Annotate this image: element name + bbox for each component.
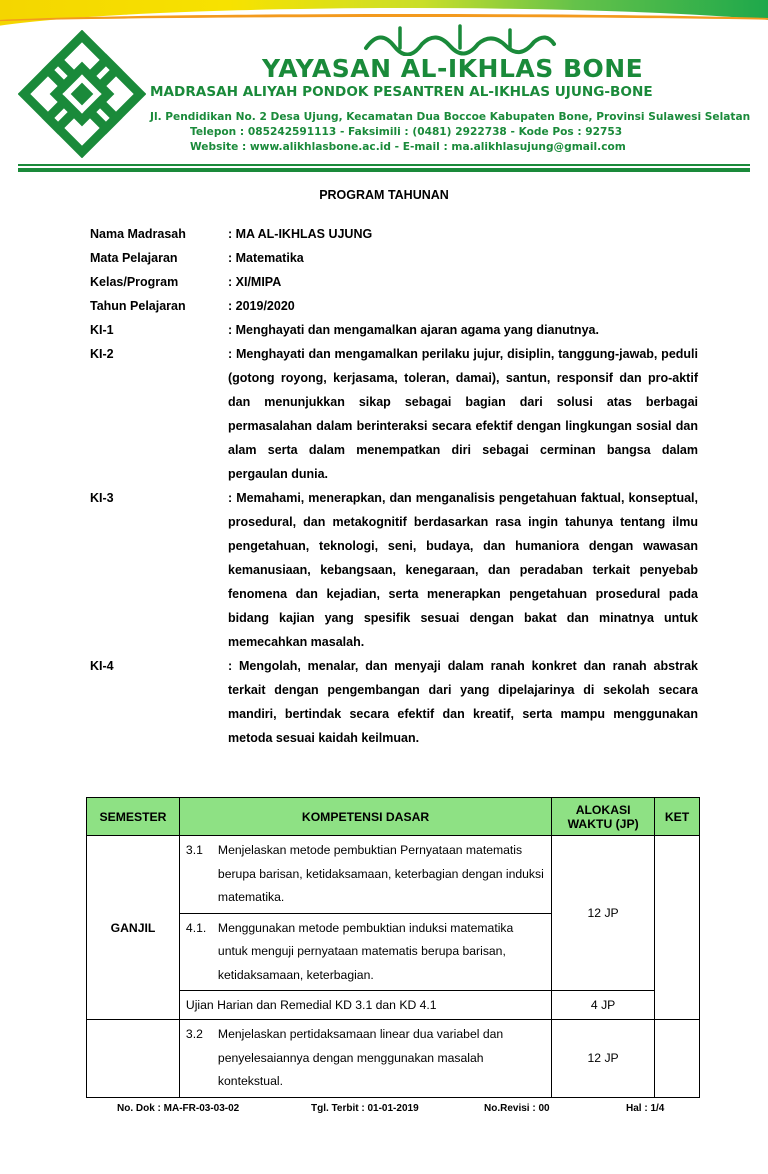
info-row [90, 270, 698, 294]
foundation-logo-icon [18, 30, 146, 158]
school-web: Website : www.alikhlasbone.ac.id - E-mail : ma.alikhlasujung@gmail.com [190, 141, 626, 153]
info-value: : MA AL-IKHLAS UJUNG [228, 227, 373, 241]
footer-page: Hal : 1/4 [626, 1103, 665, 1114]
info-label: Kelas/Program [90, 275, 179, 289]
kd-number: 3.1 [185, 843, 203, 857]
ket-cell [655, 1020, 700, 1098]
school-phone: Telepon : 085242591113 - Faksimili : (0481) 2922738 - Kode Pos : 92753 [190, 126, 623, 138]
table-row [87, 1020, 700, 1098]
table-header-row [87, 798, 700, 836]
letterhead [0, 0, 768, 180]
kd-text: Menjelaskan pertidaksamaan linear dua variabel dan penyelesaiannya dengan menggunakan masalah kontekstual. [217, 1027, 504, 1088]
jp-cell: 12 JP [552, 836, 655, 991]
info-value: : XI/MIPA [228, 275, 282, 289]
identity-section [90, 222, 698, 750]
ki-text: : Menghayati dan mengamalkan perilaku jujur, disiplin, tanggung-jawab, peduli (gotong royong, kerjasama, toleran, damai), santun, responsif dan pro-aktif dan menunjukkan sikap sebagai bagian dari solusi atas berbagai permasalahan dalam berinteraksi secara efektif dengan lingkungan sosial dan alam serta dalam menempatkan diri sebagai cerminan bangsa dalam pergaulan dunia. [228, 347, 698, 481]
ki-label: KI-2 [90, 347, 114, 361]
jp-cell: 4 JP [552, 991, 655, 1020]
school-address: Jl. Pendidikan No. 2 Desa Ujung, Kecamatan Dua Boccoe Kabupaten Bone, Provinsi Sulawesi Selatan [150, 111, 751, 123]
kd-number: 3.2 [185, 1027, 203, 1041]
kd-cell [179, 1020, 551, 1098]
footer-revision: No.Revisi : 00 [484, 1103, 550, 1114]
kd-text: Menggunakan metode pembuktian induksi matematika untuk menguji pernyataan matematis berupa barisan, ketidaksamaan, keterbagian. [217, 920, 514, 982]
kd-number: 4.1. [185, 920, 207, 935]
ki-label: KI-3 [90, 491, 114, 505]
info-label: Tahun Pelajaran [90, 299, 186, 313]
ki-text: : Mengolah, menalar, dan menyaji dalam ranah konkret dan ranah abstrak terkait dengan pengembangan dari yang dipelajarinya di sekolah secara mandiri, bertindak secara efektif dan kreatif, serta mampu menggunakan metoda sesuai kaidah keilmuan. [228, 659, 698, 745]
footer-doc-number: No. Dok : MA-FR-03-03-02 [117, 1103, 240, 1114]
ki-row [90, 654, 698, 750]
header-kd: KOMPETENSI DASAR [179, 798, 551, 836]
header-ket: KET [655, 798, 700, 836]
ki-text: : Memahami, menerapkan, dan menganalisis pengetahuan faktual, konseptual, prosedural, dan metakognitif berdasarkan rasa ingin tahunya tentang ilmu pengetahuan, teknologi, seni, budaya, dan humaniora dengan wawasan kemanusiaan, kebangsaan, kenegaraan, dan peradaban terkait penyebab fenomena dan kejadian, serta menerapkan pengetahuan prosedural pada bidang kajian yang spesifik sesuai dengan bakat dan minatnya untuk memecahkan masalah. [228, 491, 698, 649]
semester-cell-continued [87, 1020, 180, 1098]
kd-cell [179, 836, 551, 914]
ket-cell [655, 836, 700, 1020]
info-label: Mata Pelajaran [90, 251, 178, 265]
ki-label: KI-4 [90, 659, 114, 673]
ki-label: KI-1 [90, 323, 114, 337]
header-semester: SEMESTER [87, 798, 180, 836]
table-row [87, 991, 700, 1020]
ki-row [90, 486, 698, 654]
info-row [90, 222, 698, 246]
semester-cell: GANJIL [87, 836, 180, 1020]
kd-cell [179, 913, 551, 991]
ki-row [90, 342, 698, 486]
arabic-calligraphy-icon [360, 22, 560, 56]
document-title: PROGRAM TAHUNAN [319, 188, 449, 202]
info-value: : Matematika [228, 251, 304, 265]
header-divider-thick [18, 168, 750, 172]
foundation-name: YAYASAN AL-IKHLAS BONE [262, 54, 644, 83]
footer-publish-date: Tgl. Terbit : 01-01-2019 [311, 1103, 419, 1114]
info-value: : 2019/2020 [228, 299, 295, 313]
header-alokasi: ALOKASI WAKTU (JP) [552, 798, 655, 836]
ki-text: : Menghayati dan mengamalkan ajaran agama yang dianutnya. [228, 323, 599, 337]
info-label: Nama Madrasah [90, 227, 186, 241]
info-row [90, 246, 698, 270]
ki-row [90, 318, 698, 342]
table-row [87, 836, 700, 914]
header-divider-thin [18, 164, 750, 166]
jp-cell: 12 JP [552, 1020, 655, 1098]
kd-text: Menjelaskan metode pembuktian Pernyataan matematis berupa barisan, ketidaksamaan, keterbagian dengan induksi matematika. [217, 843, 544, 904]
ujian-cell: Ujian Harian dan Remedial KD 3.1 dan KD 4.1 [179, 991, 551, 1020]
school-name: MADRASAH ALIYAH PONDOK PESANTREN AL-IKHLAS UJUNG-BONE [150, 84, 653, 100]
competency-table [86, 797, 700, 1098]
info-row [90, 294, 698, 318]
